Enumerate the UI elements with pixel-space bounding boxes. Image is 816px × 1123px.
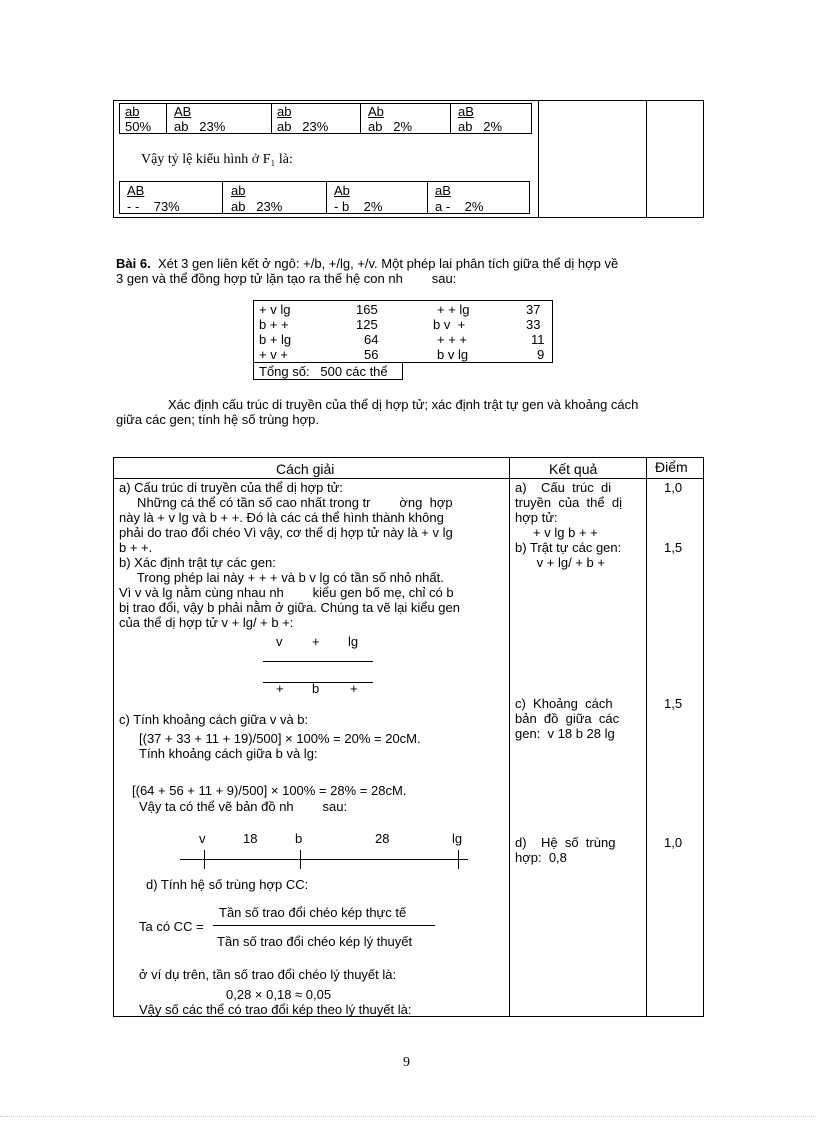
problem-line-2: 3 gen và thể đồng hợp tử lặn tạo ra thế hệ con nh sau: [116,271,457,286]
header-method: Cách giải [276,461,335,477]
result-line: d) Hệ số trùng [515,835,616,850]
score-value: 1,5 [664,540,683,555]
cc-label: Ta có CC = [139,919,204,934]
method-line: a) Cấu trúc di truyền của thể dị hợp tử: [119,480,343,495]
header-score: Điểm [655,459,688,475]
result-line: hợp tử: [515,510,558,525]
map-label: 28 [375,831,390,846]
cell-top: AB [127,183,145,198]
genotype-allele: + [350,681,358,696]
offspring-genotype: b v lg [437,347,469,362]
map-label: 18 [243,831,258,846]
result-line: hợp: 0,8 [515,850,567,865]
page-number: 9 [403,1055,410,1070]
result-line: a) Cấu trúc di [515,480,612,495]
offspring-count: 11 [531,332,545,347]
cell-top: AB [174,104,192,119]
offspring-genotype: + + + [437,332,467,347]
result-line: v + lg/ + b + [515,555,605,570]
cc-numerator: Tần số trao đổi chéo kép thực tế [219,905,407,920]
score-value: 1,5 [664,696,683,711]
cell-bottom: ab 23% [277,119,329,134]
genotype-allele: + [312,634,320,649]
genotype-allele: v [276,634,283,649]
distance-title: c) Tính khoảng cách giữa v và b: [119,712,309,727]
result-line: bản đồ giữa các [515,711,620,726]
cell-top: aB [435,183,451,198]
method-line: Vì v và lg nằm cùng nhau nh kiểu gen bố mẹ, chỉ có b [119,585,454,600]
task-line-1: Xác định cấu trúc di truyền của thể dị hợp tử; xác định trật tự gen và khoảng cách [168,397,639,412]
map-line [180,859,468,860]
offspring-count: 9 [537,347,545,362]
method-line: phải do trao đổi chéo Vì vậy, cơ thể dị hợp tử này là + v lg [119,525,453,540]
map-label: v [199,831,206,846]
cell-bottom: ab 2% [458,119,503,134]
cc-denominator: Tần số trao đổi chéo kép lý thuyết [217,934,413,949]
task-line-2: giữa các gen; tính hệ số trùng hợp. [116,412,319,427]
offspring-genotype: + v lg [259,302,291,317]
vb-formula: [(37 + 33 + 11 + 19)/500] × 100% = 20% = 20cM. [139,731,421,746]
cell-top: ab [231,183,246,198]
result-line: gen: v 18 b 28 lg [515,726,615,741]
phenotype-intro: Vậy tỷ lệ kiểu hình ở F₁ là: [141,152,293,167]
blg-title: Tính khoảng cách giữa b và lg: [139,746,318,761]
genotype-allele: + [276,681,284,696]
cell-bottom: a - 2% [435,199,484,214]
cell-top: Ab [334,183,350,198]
offspring-count: 125 [356,317,378,332]
map-tick [458,850,459,869]
cell-top: ab [125,104,140,119]
method-line: b) Xác định trật tự các gen: [119,555,276,570]
score-value: 1,0 [664,480,683,495]
map-tick [204,850,205,869]
problem-line-1: Xét 3 gen liên kết ở ngô: +/b, +/lg, +/v. Một phép lai phân tích giữa thể dị hợp về [158,256,619,271]
cell-top: aB [458,104,474,119]
cell-bottom: - b 2% [334,199,383,214]
offspring-genotype: b + + [259,317,289,332]
method-line: của thể dị hợp tử v + lg/ + b +: [119,615,294,630]
offspring-genotype: b + lg [259,332,292,347]
offspring-count: 165 [356,302,378,317]
last-line: Vậy số các thể có trao đổi kép theo lý thuyết là: [139,1002,412,1017]
problem-title: Bài 6. [116,256,151,271]
coincidence-title: d) Tính hệ số trùng hợp CC: [146,877,309,892]
map-label: lg [452,831,463,846]
cell-top: ab [277,104,292,119]
cell-bottom: 50% [125,119,152,134]
result-line: b) Trật tự các gen: [515,540,622,555]
genotype-allele: lg [348,634,359,649]
header-result: Kết quả [549,461,598,477]
offspring-total: Tổng số: 500 các thể [259,364,388,379]
offspring-count: 37 [526,302,541,317]
method-line: bị trao đổi, vậy b phải nằm ở giữa. Chúng ta vẽ lại kiểu gen [119,600,460,615]
expected-product: 0,28 × 0,18 ≈ 0,05 [226,987,332,1002]
cell-bottom: ab 2% [368,119,413,134]
offspring-genotype: + + lg [437,302,470,317]
example-line: ở ví dụ trên, tần số trao đổi chéo lý thuyết là: [139,967,397,982]
cell-top: Ab [368,104,384,119]
map-tick [300,850,301,869]
map-intro: Vậy ta có thể vẽ bản đồ nh sau: [139,799,348,814]
result-line: c) Khoảng cách [515,696,613,711]
method-line: này là + v lg và b + +. Đó là các cá thể hình thành không [119,510,444,525]
method-line: Trong phép lai này + + + và b v lg có tần số nhỏ nhất. [119,570,444,585]
method-line: b + +. [119,540,153,555]
offspring-count: 56 [364,347,379,362]
map-label: b [295,831,303,846]
offspring-genotype: b v + [433,317,466,332]
result-line: truyền của thể dị [515,495,622,510]
method-line: Những cá thể có tần số cao nhất trong tr ờng hợp [119,495,453,510]
page-edge-divider [0,1116,816,1117]
cell-bottom: ab 23% [231,199,283,214]
offspring-count: 33 [526,317,541,332]
offspring-count: 64 [364,332,379,347]
cell-bottom: ab 23% [174,119,226,134]
fraction-bar [213,925,435,926]
cell-bottom: - - 73% [127,199,180,214]
result-line: + v lg b + + [515,525,598,540]
genotype-allele: b [312,681,320,696]
offspring-genotype: + v + [259,347,288,362]
blg-formula: [(64 + 56 + 11 + 9)/500] × 100% = 28% = 28cM. [132,783,407,798]
score-value: 1,0 [664,835,683,850]
